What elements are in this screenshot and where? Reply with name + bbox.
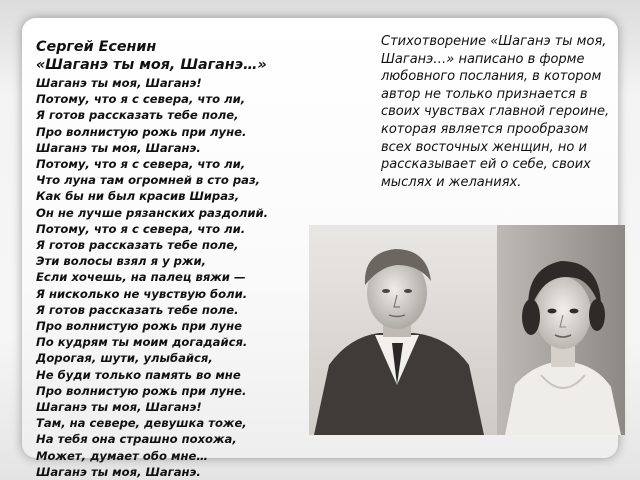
poem-line: Про волнистую рожь при луне. <box>36 124 247 139</box>
poem-line: Он не лучше рязанских раздолий. <box>36 205 269 220</box>
poem-line: Шаганэ ты моя, Шаганэ. <box>36 464 201 479</box>
poem-line: Не буди только память во мне <box>36 367 241 382</box>
poem-line: Дорогая, шути, улыбайся, <box>36 351 213 366</box>
poem-line: Шаганэ ты моя, Шаганэ. <box>36 140 201 155</box>
poem-line: Шаганэ ты моя, Шаганэ! <box>36 76 202 90</box>
poem-title: «Шаганэ ты моя, Шаганэ…» <box>36 57 267 73</box>
poem-line: Как бы ни был красив Шираз, <box>36 189 240 204</box>
poem-line: Там, на севере, девушка тоже, <box>36 416 247 431</box>
poem-line: Про волнистую рожь при луне. <box>36 383 247 398</box>
portrait-photo <box>309 225 625 435</box>
poem-line: Я готов рассказать тебе поле. <box>36 302 239 317</box>
poem-line: Про волнистую рожь при луне <box>36 319 242 334</box>
portrait-photo-drawing <box>309 225 625 435</box>
poem-line: По кудрям ты моим догадайся. <box>36 335 248 350</box>
poem-line: На тебя она страшно похожа, <box>36 432 237 447</box>
poem-line: Потому, что я с севера, что ли, <box>36 92 246 107</box>
poem-line: Шаганэ ты моя, Шаганэ! <box>36 400 202 415</box>
poem-line: Что луна там огромней в сто раз, <box>36 173 261 188</box>
poem-line: Эти волосы взял я у ржи, <box>36 254 207 269</box>
poem-line: Потому, что я с севера, что ли, <box>36 157 246 172</box>
poem-line: Если хочешь, на палец вяжи — <box>36 270 246 285</box>
poem-author: Сергей Есенин <box>36 39 157 55</box>
poem-line: Я нисколько не чувствую боли. <box>36 286 248 301</box>
poem-line: Может, думает обо мне… <box>36 448 208 463</box>
poem-line: Я готов рассказать тебе поле, <box>36 238 239 253</box>
description-text: Стихотворение «Шаганэ ты моя, Шаганэ…» написано в форме любовного послания, в котором автор не только признается в своих чувствах главной героине, которая является прообразом всех восточных женщин, но и рассказывает ей о себе, своих мыслях и желаниях. <box>381 34 610 190</box>
poem-line: Потому, что я с севера, что ли. <box>36 221 246 236</box>
poem-line: Я готов рассказать тебе поле, <box>36 108 239 123</box>
